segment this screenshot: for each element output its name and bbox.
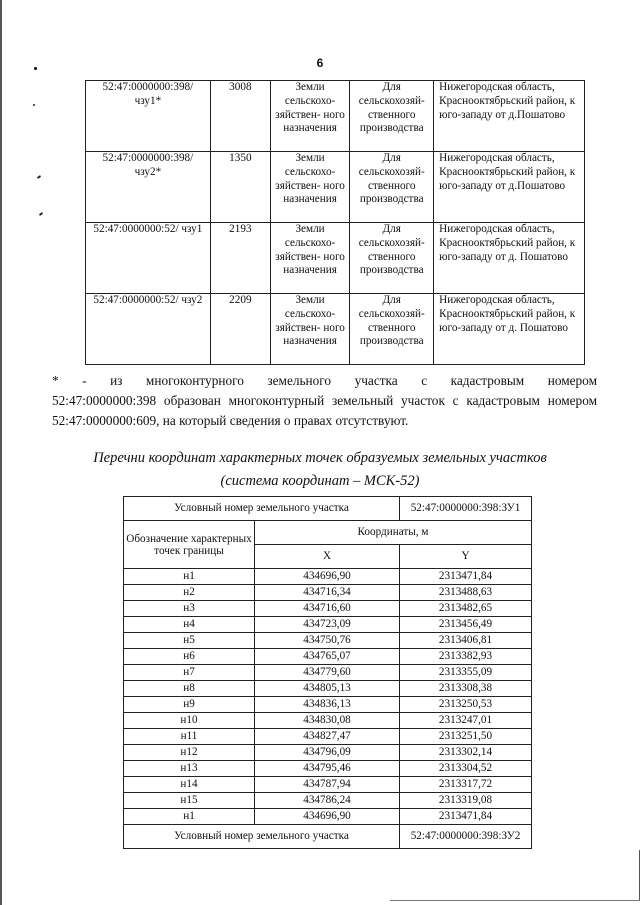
x-coordinate-cell: 434716,60	[255, 601, 400, 617]
x-coordinate-cell: 434795,46	[255, 761, 400, 777]
coordinate-row	[124, 697, 532, 713]
x-coordinate-cell: 434765,07	[255, 649, 400, 665]
y-coordinate-cell: 2313247,01	[400, 713, 532, 729]
area-cell: 1350	[210, 152, 270, 223]
coordinate-row	[124, 665, 532, 681]
footnote-word: земельного	[267, 373, 332, 388]
next-parcel-label: Условный номер земельного участка	[124, 825, 400, 849]
point-name-cell: н10	[124, 713, 255, 729]
footnote-word: участка	[354, 373, 398, 388]
section-title: Перечни координат характерных точек образуемых земельных участков	[93, 450, 547, 466]
land-category-cell: Земли сельскохо- зяйствен- ного назначения	[270, 294, 349, 365]
cadastral-number-cell: 52:47:0000000:52/ чзу1	[86, 223, 211, 294]
address-cell: Нижегородская область, Краснооктябрьский район, к юго-западу от д. Пошатово	[434, 223, 585, 294]
coordinate-row	[124, 793, 532, 809]
y-coordinate-cell: 2313406,81	[400, 633, 532, 649]
coordinate-row	[124, 681, 532, 697]
footnote-word: многоконтурного	[145, 373, 244, 388]
y-coordinate-cell: 2313471,84	[400, 569, 532, 585]
coordinate-row	[124, 809, 532, 825]
land-table-row	[86, 152, 585, 223]
cadastral-number-cell: 52:47:0000000:398/ чзу1*	[86, 81, 211, 152]
point-name-cell: н9	[124, 697, 255, 713]
coordinate-row	[124, 649, 532, 665]
footnote-word: из	[110, 373, 123, 388]
x-coordinate-cell: 434696,90	[255, 569, 400, 585]
land-table-row	[86, 294, 585, 365]
x-coordinate-cell: 434830,08	[255, 713, 400, 729]
scan-edge-bottom	[390, 900, 640, 901]
coordinate-row	[124, 745, 532, 761]
footnote	[52, 371, 597, 431]
coordinate-row	[124, 633, 532, 649]
coordinates-table	[123, 496, 532, 849]
footnote-word: -	[82, 373, 87, 388]
x-coordinate-cell: 434716,34	[255, 585, 400, 601]
footnote-word: *	[52, 373, 59, 388]
address-cell: Нижегородская область, Краснооктябрьский район, к юго-западу от д.Пошатово	[434, 81, 585, 152]
coordinate-row	[124, 585, 532, 601]
y-coordinate-cell: 2313304,52	[400, 761, 532, 777]
permitted-use-cell: Для сельскохозяй- ственного производства	[350, 294, 434, 365]
footnote-first-line	[52, 371, 597, 391]
x-coordinate-cell: 434723,09	[255, 617, 400, 633]
y-coordinate-cell: 2313251,50	[400, 729, 532, 745]
land-category-cell: Земли сельскохо- зяйствен- ного назначения	[270, 152, 349, 223]
x-coordinate-cell: 434827,47	[255, 729, 400, 745]
next-parcel-header-row	[124, 825, 532, 849]
column-header-row	[124, 521, 532, 545]
permitted-use-cell: Для сельскохозяй- ственного производства	[350, 223, 434, 294]
x-coordinate-cell: 434796,09	[255, 745, 400, 761]
x-coordinate-cell: 434786,24	[255, 793, 400, 809]
y-coordinate-cell: 2313456,49	[400, 617, 532, 633]
coordinate-row	[124, 713, 532, 729]
scan-mark	[33, 104, 35, 106]
coordinate-row	[124, 569, 532, 585]
parcel-number: 52:47:0000000:398:ЗУ1	[400, 497, 532, 521]
point-name-cell: н14	[124, 777, 255, 793]
address-cell: Нижегородская область, Краснооктябрьский район, к юго-западу от д. Пошатово	[434, 294, 585, 365]
y-coordinate-cell: 2313308,38	[400, 681, 532, 697]
next-parcel-number: 52:47:0000000:398:ЗУ2	[400, 825, 532, 849]
point-name-cell: н12	[124, 745, 255, 761]
y-header: Y	[400, 545, 532, 569]
point-name-cell: н3	[124, 601, 255, 617]
point-name-cell: н11	[124, 729, 255, 745]
y-coordinate-cell: 2313302,14	[400, 745, 532, 761]
x-coordinate-cell: 434787,94	[255, 777, 400, 793]
cadastral-number-cell: 52:47:0000000:52/ чзу2	[86, 294, 211, 365]
footnote-word: номером	[547, 373, 597, 388]
y-coordinate-cell: 2313317,72	[400, 777, 532, 793]
area-cell: 2209	[210, 294, 270, 365]
x-coordinate-cell: 434805,13	[255, 681, 400, 697]
footnote-text: 52:47:0000000:398 образован многоконтурный земельный участок с кадастровым номером 52:47:0000000:609, на который сведения о правах отсутствуют.	[52, 393, 597, 428]
section-subtitle: (система координат – МСК-52)	[220, 473, 420, 489]
land-parcels-table	[85, 80, 585, 365]
coordinate-row	[124, 761, 532, 777]
x-coordinate-cell: 434836,13	[255, 697, 400, 713]
land-table-row	[86, 81, 585, 152]
footnote-word: с	[421, 373, 428, 388]
point-name-cell: н13	[124, 761, 255, 777]
x-coordinate-cell: 434779,60	[255, 665, 400, 681]
coordinate-row	[124, 601, 532, 617]
x-coordinate-cell: 434696,90	[255, 809, 400, 825]
land-table-row	[86, 223, 585, 294]
scan-mark	[37, 175, 41, 179]
area-cell: 2193	[210, 223, 270, 294]
coordinate-row	[124, 617, 532, 633]
coordinate-row	[124, 777, 532, 793]
point-name-cell: н4	[124, 617, 255, 633]
point-name-cell: н7	[124, 665, 255, 681]
coords-header: Координаты, м	[255, 521, 532, 545]
y-coordinate-cell: 2313482,65	[400, 601, 532, 617]
point-name-cell: н5	[124, 633, 255, 649]
address-cell: Нижегородская область, Краснооктябрьский район, к юго-западу от д.Пошатово	[434, 152, 585, 223]
y-coordinate-cell: 2313250,53	[400, 697, 532, 713]
footnote-word: кадастровым	[450, 373, 525, 388]
x-coordinate-cell: 434750,76	[255, 633, 400, 649]
permitted-use-cell: Для сельскохозяй- ственного производства	[350, 152, 434, 223]
point-name-cell: н6	[124, 649, 255, 665]
point-name-cell: н8	[124, 681, 255, 697]
coordinate-row	[124, 729, 532, 745]
permitted-use-cell: Для сельскохозяй- ственного производства	[350, 81, 434, 152]
parcel-label: Условный номер земельного участка	[124, 497, 400, 521]
page-number: 6	[316, 56, 324, 70]
x-header: X	[255, 545, 400, 569]
y-coordinate-cell: 2313488,63	[400, 585, 532, 601]
point-name-cell: н1	[124, 569, 255, 585]
y-coordinate-cell: 2313471,84	[400, 809, 532, 825]
scan-mark	[39, 212, 43, 216]
point-name-cell: н15	[124, 793, 255, 809]
land-category-cell: Земли сельскохо- зяйствен- ного назначения	[270, 81, 349, 152]
point-name-cell: н1	[124, 809, 255, 825]
land-category-cell: Земли сельскохо- зяйствен- ного назначения	[270, 223, 349, 294]
point-name-cell: н2	[124, 585, 255, 601]
y-coordinate-cell: 2313355,09	[400, 665, 532, 681]
y-coordinate-cell: 2313382,93	[400, 649, 532, 665]
point-header: Обозначение характерных точек границы	[124, 521, 255, 569]
parcel-header-row	[124, 497, 532, 521]
cadastral-number-cell: 52:47:0000000:398/ чзу2*	[86, 152, 211, 223]
y-coordinate-cell: 2313319,08	[400, 793, 532, 809]
area-cell: 3008	[210, 81, 270, 152]
